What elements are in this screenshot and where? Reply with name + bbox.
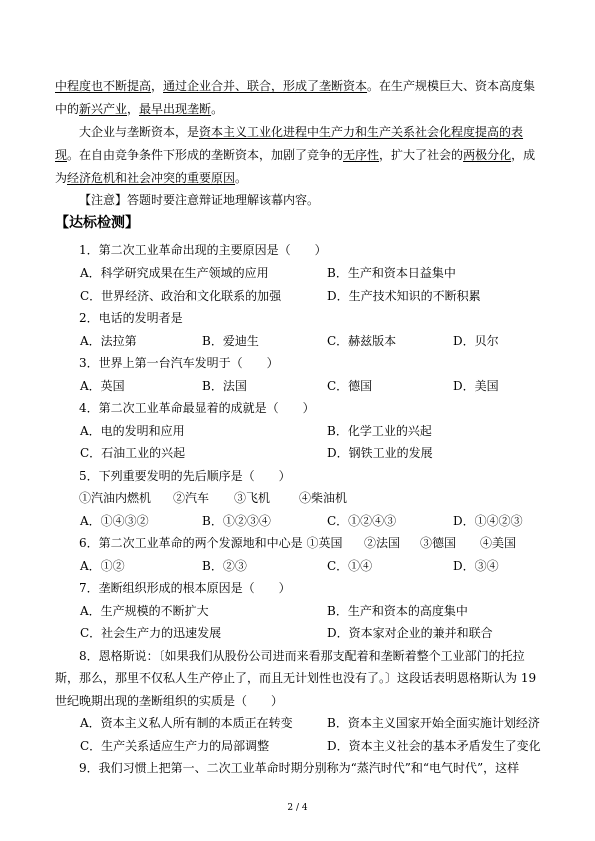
- option-b: B．生产和资本日益集中: [327, 266, 456, 280]
- question-stem: 6．第二次工业革命的两个发源地和中心是 ①英国: [79, 536, 343, 550]
- option-d: D．生产技术知识的不断积累: [327, 289, 481, 303]
- sequence-item: ②汽车: [173, 491, 210, 505]
- passage-line: 大企业与垄断资本，是资本主义工业化进程中生产力和生产关系社会化程度提高的表: [79, 125, 524, 139]
- question-stem: 4．第二次工业革命最显着的成就是（ ）: [79, 401, 315, 415]
- option-a: A．英国: [80, 379, 125, 393]
- sequence-item: ②法国: [364, 536, 401, 550]
- option-b: B．化学工业的兴起: [327, 424, 432, 438]
- option-a: A．资本主义私人所有制的本质正在转变: [80, 716, 293, 730]
- option-a: A．①②: [80, 559, 125, 573]
- option-d: D．资本家对企业的兼并和联合: [327, 626, 493, 640]
- question-stem: 1．第二次工业革命出现的主要原因是（ ）: [79, 243, 327, 257]
- underlined-phrase: 现: [55, 148, 68, 162]
- page-number: 2 / 4: [287, 803, 308, 813]
- passage-line: 中的新兴产业，最早出现垄断。: [55, 102, 224, 116]
- note-line: 【注意】答题时要注意辩证地理解该幕内容。: [79, 193, 320, 207]
- option-c: C．①②④③: [327, 514, 397, 528]
- option-c: C．德国: [327, 379, 373, 393]
- option-d: D．钢铁工业的发展: [327, 446, 433, 460]
- question-stem: 9．我们习惯上把第一、二次工业革命时期分别称为“蒸汽时代”和“电气时代”，这样: [79, 761, 520, 775]
- option-a: A．法拉第: [80, 334, 137, 348]
- question-stem: 7．垄断组织形成的根本原因是（ ）: [79, 581, 291, 595]
- option-c: C．石油工业的兴起: [80, 446, 186, 460]
- option-b: B．爱迪生: [202, 334, 259, 348]
- option-c: C．赫兹版本: [327, 334, 397, 348]
- sequence-item: ④美国: [480, 536, 517, 550]
- sequence-item: ①汽油内燃机: [79, 491, 152, 505]
- option-a: A．电的发明和应用: [80, 424, 185, 438]
- question-stem: 斯，那么，那里不仅私人生产停止了，而且无计划性也没有了。〕这段话表明恩格斯认为 19: [55, 671, 537, 685]
- option-d: D．贝尔: [453, 334, 499, 348]
- sequence-item: ④柴油机: [299, 491, 348, 505]
- option-a: A．科学研究成果在生产领域的应用: [80, 266, 269, 280]
- option-b: B．①②③④: [202, 514, 271, 528]
- underlined-phrase: 中程度也不断提高: [55, 79, 152, 93]
- option-d: D．美国: [453, 379, 499, 393]
- sequence-item: ③飞机: [234, 491, 271, 505]
- underlined-phrase: 最早出现垄断: [139, 102, 212, 116]
- question-stem: 8．恩格斯说：〔如果我们从股份公司进而来看那支配着和垄断着整个工业部门的托拉: [79, 649, 525, 663]
- option-a: A．①④③②: [80, 514, 149, 528]
- underlined-phrase: 经济危机和社会冲突的重要原因: [67, 171, 236, 185]
- sequence-item: ③德国: [420, 536, 457, 550]
- option-d: D．③④: [453, 559, 499, 573]
- section-title: 【达标检测】: [55, 215, 139, 231]
- question-stem: 2．电话的发明者是: [79, 311, 183, 325]
- question-stem: 世纪晚期出现的垄断组织的实质是（ ）: [55, 694, 284, 708]
- option-b: B．②③: [202, 559, 247, 573]
- option-c: C．生产关系适应生产力的局部调整: [80, 739, 270, 753]
- option-b: B．生产和资本的高度集中: [327, 604, 468, 618]
- option-c: C．世界经济、政治和文化联系的加强: [80, 289, 282, 303]
- underlined-phrase: 通过企业合并、联合，形成了垄断资本: [163, 79, 368, 93]
- option-d: D．①④②③: [453, 514, 523, 528]
- passage-line: 为经济危机和社会冲突的重要原因。: [55, 171, 248, 185]
- underlined-phrase: 无序性: [343, 148, 380, 162]
- underlined-phrase: 新兴产业: [79, 102, 128, 116]
- underlined-phrase: 资本主义工业化进程中生产力和生产关系社会化程度提高的表: [199, 125, 524, 139]
- option-b: B．资本主义国家开始全面实施计划经济: [327, 716, 540, 730]
- option-a: A．生产规模的不断扩大: [80, 604, 209, 618]
- underlined-phrase: 两极分化: [463, 148, 512, 162]
- passage-line: 现。在自由竞争条件下形成的垄断资本，加剧了竞争的无序性，扩大了社会的两极分化，成: [55, 148, 536, 162]
- passage-line: 中程度也不断提高，通过企业合并、联合，形成了垄断资本。在生产规模巨大、资本高度集: [55, 79, 536, 93]
- question-stem: 3．世界上第一台汽车发明于（ ）: [79, 356, 279, 370]
- option-d: D．资本主义社会的基本矛盾发生了变化: [327, 739, 541, 753]
- option-b: B．法国: [202, 379, 247, 393]
- option-c: C．①④: [327, 559, 373, 573]
- question-stem: 5．下列重要发明的先后顺序是（ ）: [79, 469, 291, 483]
- option-c: C．社会生产力的迅速发展: [80, 626, 222, 640]
